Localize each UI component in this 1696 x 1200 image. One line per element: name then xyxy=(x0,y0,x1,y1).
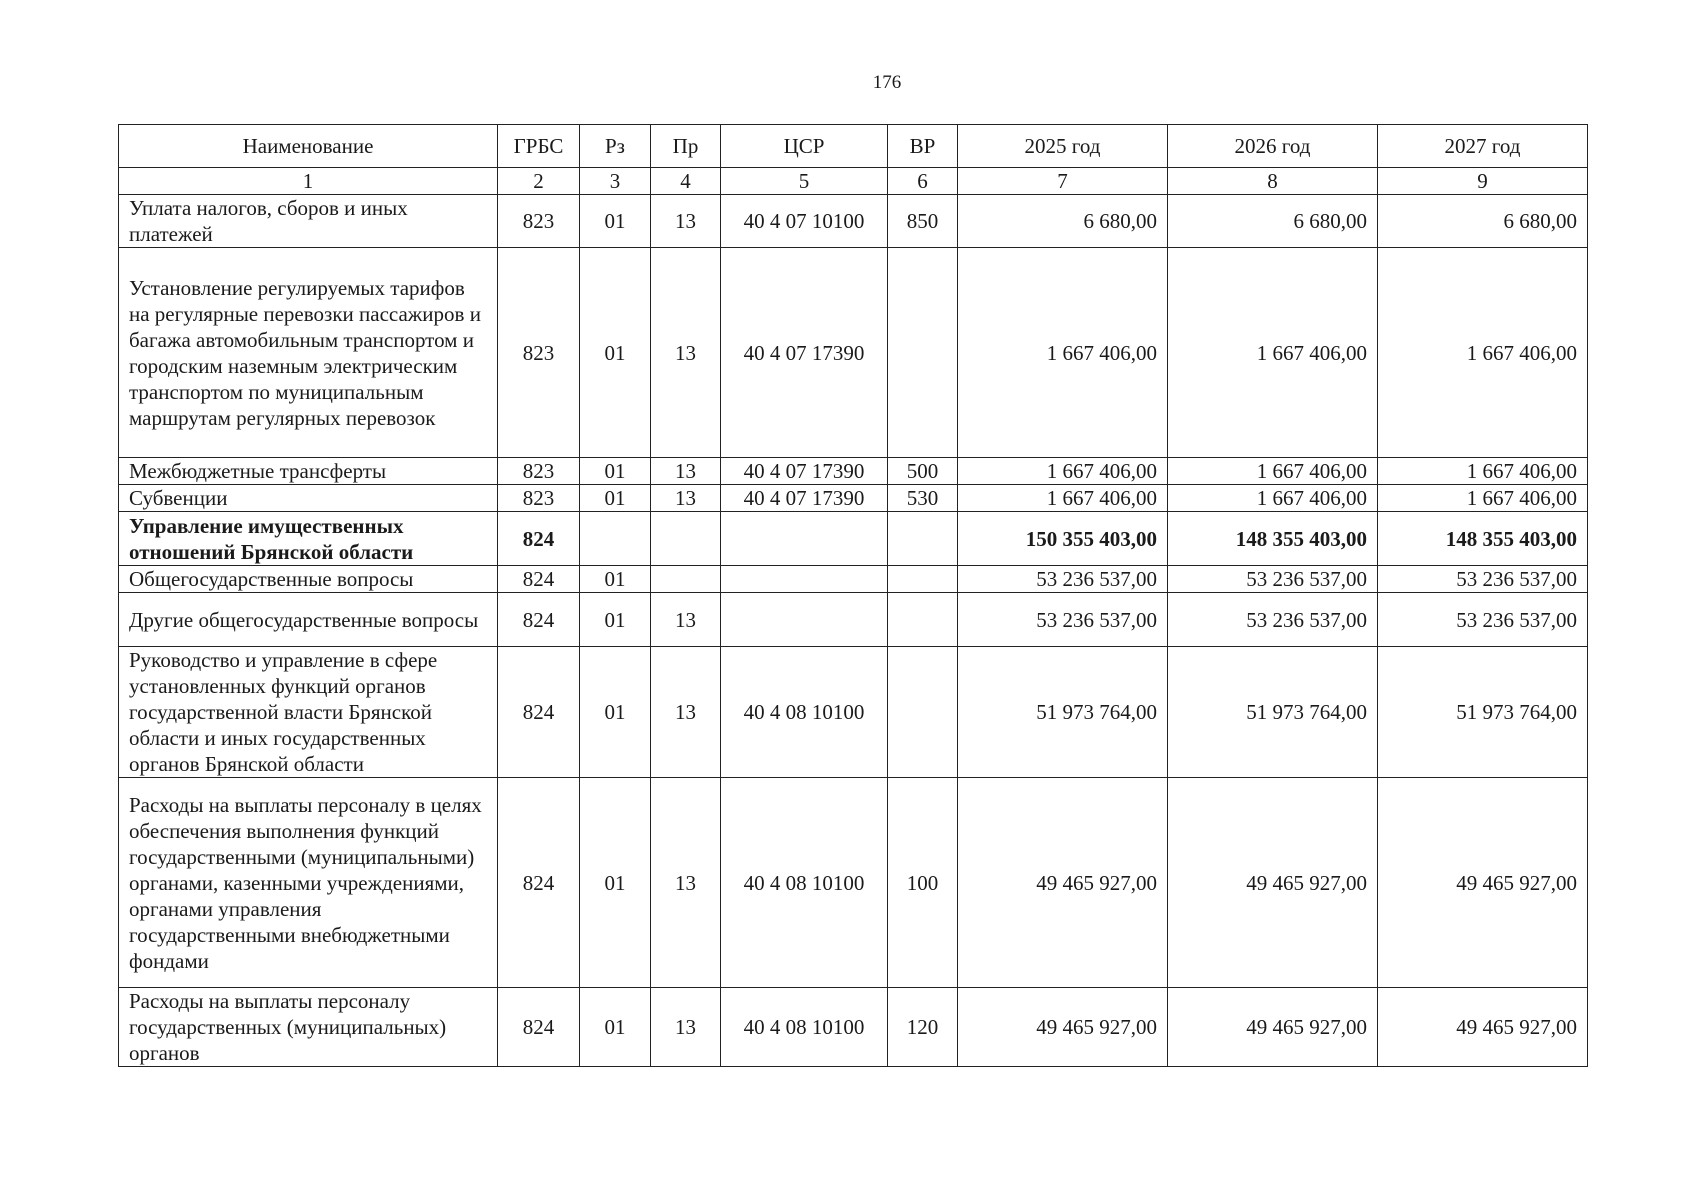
row-2026: 6 680,00 xyxy=(1168,195,1378,248)
row-2026: 1 667 406,00 xyxy=(1168,458,1378,485)
row-2027: 53 236 537,00 xyxy=(1378,566,1588,593)
row-csr: 40 4 07 17390 xyxy=(721,458,888,485)
row-grbs: 824 xyxy=(498,988,580,1067)
row-2025: 6 680,00 xyxy=(958,195,1168,248)
table-row xyxy=(119,988,1588,1067)
row-grbs: 824 xyxy=(498,647,580,778)
row-name: Управление имущественных отношений Брянской области xyxy=(119,512,498,566)
row-csr: 40 4 08 10100 xyxy=(721,647,888,778)
row-rz: 01 xyxy=(580,593,651,647)
table-row xyxy=(119,566,1588,593)
row-2025: 49 465 927,00 xyxy=(958,778,1168,988)
header-2025: 2025 год xyxy=(958,125,1168,168)
row-pr: 13 xyxy=(651,647,721,778)
column-number: 2 xyxy=(498,168,580,195)
table-row xyxy=(119,593,1588,647)
row-pr: 13 xyxy=(651,458,721,485)
row-rz: 01 xyxy=(580,248,651,458)
column-number: 9 xyxy=(1378,168,1588,195)
column-number: 8 xyxy=(1168,168,1378,195)
row-csr: 40 4 07 17390 xyxy=(721,485,888,512)
column-number: 6 xyxy=(888,168,958,195)
row-2027: 148 355 403,00 xyxy=(1378,512,1588,566)
row-name: Расходы на выплаты персоналу в целях обеспечения выполнения функций государственными (муниципальными) органами, казенными учреждениями, органами управления государственными внебюджетными фондами xyxy=(119,778,498,988)
row-2025: 1 667 406,00 xyxy=(958,248,1168,458)
row-2025: 1 667 406,00 xyxy=(958,485,1168,512)
column-number: 1 xyxy=(119,168,498,195)
row-name: Руководство и управление в сфере установленных функций органов государственной власти Брянской области и иных государственных органов Брянской области xyxy=(119,647,498,778)
row-2026: 148 355 403,00 xyxy=(1168,512,1378,566)
row-grbs: 823 xyxy=(498,458,580,485)
row-vr: 500 xyxy=(888,458,958,485)
row-vr: 530 xyxy=(888,485,958,512)
row-name: Субвенции xyxy=(119,485,498,512)
row-rz: 01 xyxy=(580,778,651,988)
column-number: 4 xyxy=(651,168,721,195)
row-2027: 49 465 927,00 xyxy=(1378,778,1588,988)
column-numbers-row xyxy=(119,168,1588,195)
row-vr xyxy=(888,593,958,647)
row-vr xyxy=(888,512,958,566)
row-2027: 6 680,00 xyxy=(1378,195,1588,248)
row-2025: 53 236 537,00 xyxy=(958,593,1168,647)
row-rz: 01 xyxy=(580,647,651,778)
header-grbs: ГРБС xyxy=(498,125,580,168)
table-row xyxy=(119,195,1588,248)
row-2027: 53 236 537,00 xyxy=(1378,593,1588,647)
row-csr: 40 4 07 10100 xyxy=(721,195,888,248)
row-csr xyxy=(721,593,888,647)
row-2026: 49 465 927,00 xyxy=(1168,778,1378,988)
table-row xyxy=(119,248,1588,458)
row-grbs: 823 xyxy=(498,248,580,458)
header-2027: 2027 год xyxy=(1378,125,1588,168)
row-name: Межбюджетные трансферты xyxy=(119,458,498,485)
header-name: Наименование xyxy=(119,125,498,168)
row-pr xyxy=(651,512,721,566)
row-pr: 13 xyxy=(651,988,721,1067)
row-pr: 13 xyxy=(651,593,721,647)
row-pr: 13 xyxy=(651,195,721,248)
header-vr: ВР xyxy=(888,125,958,168)
row-2026: 53 236 537,00 xyxy=(1168,566,1378,593)
page-number: 176 xyxy=(872,72,902,93)
row-name: Общегосударственные вопросы xyxy=(119,566,498,593)
row-pr: 13 xyxy=(651,248,721,458)
table-row xyxy=(119,778,1588,988)
table-row xyxy=(119,458,1588,485)
row-csr xyxy=(721,512,888,566)
row-2025: 1 667 406,00 xyxy=(958,458,1168,485)
budget-table xyxy=(118,124,1588,1067)
table-row xyxy=(119,647,1588,778)
row-pr: 13 xyxy=(651,485,721,512)
column-number: 5 xyxy=(721,168,888,195)
row-vr: 100 xyxy=(888,778,958,988)
row-2026: 51 973 764,00 xyxy=(1168,647,1378,778)
row-grbs: 823 xyxy=(498,195,580,248)
row-2027: 51 973 764,00 xyxy=(1378,647,1588,778)
row-2025: 53 236 537,00 xyxy=(958,566,1168,593)
row-2027: 49 465 927,00 xyxy=(1378,988,1588,1067)
table-row xyxy=(119,485,1588,512)
row-grbs: 824 xyxy=(498,593,580,647)
row-name: Другие общегосударственные вопросы xyxy=(119,593,498,647)
header-2026: 2026 год xyxy=(1168,125,1378,168)
row-2026: 1 667 406,00 xyxy=(1168,248,1378,458)
row-rz xyxy=(580,512,651,566)
column-number: 7 xyxy=(958,168,1168,195)
header-row xyxy=(119,125,1588,168)
row-2027: 1 667 406,00 xyxy=(1378,248,1588,458)
row-2027: 1 667 406,00 xyxy=(1378,458,1588,485)
row-name: Уплата налогов, сборов и иных платежей xyxy=(119,195,498,248)
row-grbs: 824 xyxy=(498,778,580,988)
header-csr: ЦСР xyxy=(721,125,888,168)
row-2027: 1 667 406,00 xyxy=(1378,485,1588,512)
table-row xyxy=(119,512,1588,566)
row-vr xyxy=(888,566,958,593)
row-name: Установление регулируемых тарифов на регулярные перевозки пассажиров и багажа автомобильным транспортом и городским наземным электрическим транспортом по муниципальным маршрутам регулярных перевозок xyxy=(119,248,498,458)
row-grbs: 824 xyxy=(498,566,580,593)
row-2026: 53 236 537,00 xyxy=(1168,593,1378,647)
row-grbs: 823 xyxy=(498,485,580,512)
row-pr: 13 xyxy=(651,778,721,988)
row-csr: 40 4 08 10100 xyxy=(721,778,888,988)
header-rz: Рз xyxy=(580,125,651,168)
column-number: 3 xyxy=(580,168,651,195)
row-vr xyxy=(888,647,958,778)
row-csr xyxy=(721,566,888,593)
row-2026: 49 465 927,00 xyxy=(1168,988,1378,1067)
row-rz: 01 xyxy=(580,485,651,512)
row-2026: 1 667 406,00 xyxy=(1168,485,1378,512)
row-rz: 01 xyxy=(580,988,651,1067)
row-name: Расходы на выплаты персоналу государственных (муниципальных) органов xyxy=(119,988,498,1067)
row-vr: 850 xyxy=(888,195,958,248)
row-csr: 40 4 07 17390 xyxy=(721,248,888,458)
row-rz: 01 xyxy=(580,458,651,485)
row-pr xyxy=(651,566,721,593)
row-2025: 51 973 764,00 xyxy=(958,647,1168,778)
row-2025: 49 465 927,00 xyxy=(958,988,1168,1067)
row-csr: 40 4 08 10100 xyxy=(721,988,888,1067)
row-2025: 150 355 403,00 xyxy=(958,512,1168,566)
row-vr xyxy=(888,248,958,458)
row-vr: 120 xyxy=(888,988,958,1067)
row-rz: 01 xyxy=(580,195,651,248)
row-grbs: 824 xyxy=(498,512,580,566)
row-rz: 01 xyxy=(580,566,651,593)
header-pr: Пр xyxy=(651,125,721,168)
